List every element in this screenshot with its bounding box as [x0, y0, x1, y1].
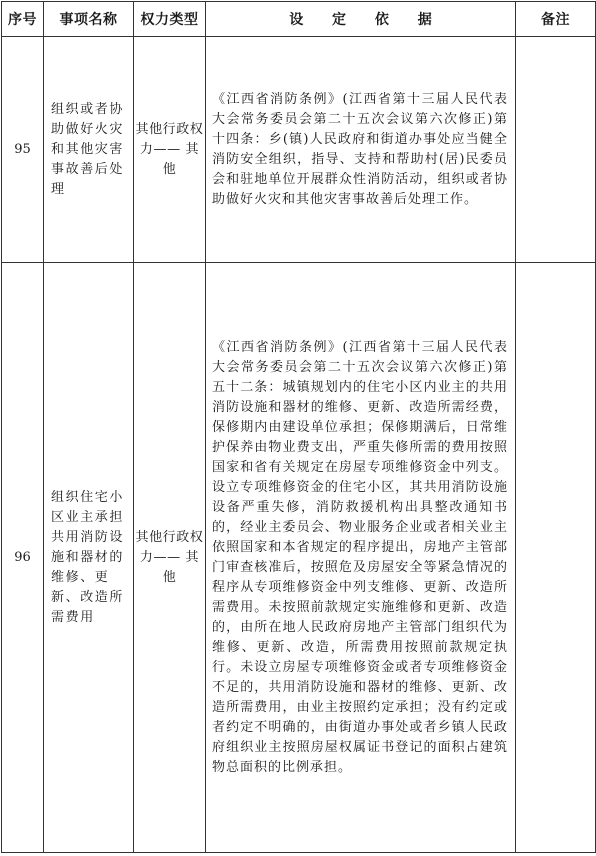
row-type: 其他行政权力—— 其他 — [134, 263, 206, 853]
row-name: 组织或者协助做好火灾和其他灾害事故善后处理 — [44, 37, 134, 263]
row-number: 96 — [2, 263, 44, 853]
row-basis: 《江西省消防条例》(江西省第十三届人民代表大会常务委员会第二十五次会议第六次修正)第五十二条：城镇规划内的住宅小区内业主的共用消防设施和器材的维修、更新、改造所需经费，保修期内由建设单位承担；保修期满后，日常维护保养由物业费支出，严重失修所需的费用按照国家和省有关规定在房屋专项维修资金中列支。设立专项维修资金的住宅小区，其共用消防设施设备严重失修，消防救援机构出具整改通知书的，经业主委员会、物业服务企业或者相关业主依照国家和本省规定的程序提出，房地产主管部门审查核准后，按照危及房屋安全等紧急情况的程序从专项维修资金中列支维修、更新、改造所需费用。未按照前款规定实施维修和更新、改造的，由所在地人民政府房地产主管部门组织代为维修、更新、改造，所需费用按照前款规定执行。未设立房屋专项维修资金或者专项维修资金不足的，共用消防设施和器材的维修、更新、改造所需费用，由业主按照约定承担；没有约定或者约定不明确的，由街道办事处或者乡镇人民政府组织业主按照房屋权属证书登记的面积占建筑物总面积的比例承担。 — [206, 263, 516, 853]
table-row — [2, 263, 596, 853]
row-type: 其他行政权力—— 其他 — [134, 37, 206, 263]
row-note — [516, 263, 596, 853]
header-basis: 设 定 依 据 — [206, 2, 516, 37]
matters-table — [1, 1, 596, 853]
header-number: 序号 — [2, 2, 44, 37]
row-note — [516, 37, 596, 263]
row-name: 组织住宅小区业主承担共用消防设施和器材的维修、更新、改造所需费用 — [44, 263, 134, 853]
row-number: 95 — [2, 37, 44, 263]
table-header-row — [2, 2, 596, 37]
table-row — [2, 37, 596, 263]
header-type: 权力类型 — [134, 2, 206, 37]
row-basis: 《江西省消防条例》(江西省第十三届人民代表大会常务委员会第二十五次会议第六次修正)第十四条：乡(镇)人民政府和街道办事处应当健全消防安全组织，指导、支持和帮助村(居)民委员会和驻地单位开展群众性消防活动，组织或者协助做好火灾和其他灾害事故善后处理工作。 — [206, 37, 516, 263]
header-note: 备注 — [516, 2, 596, 37]
header-name: 事项名称 — [44, 2, 134, 37]
